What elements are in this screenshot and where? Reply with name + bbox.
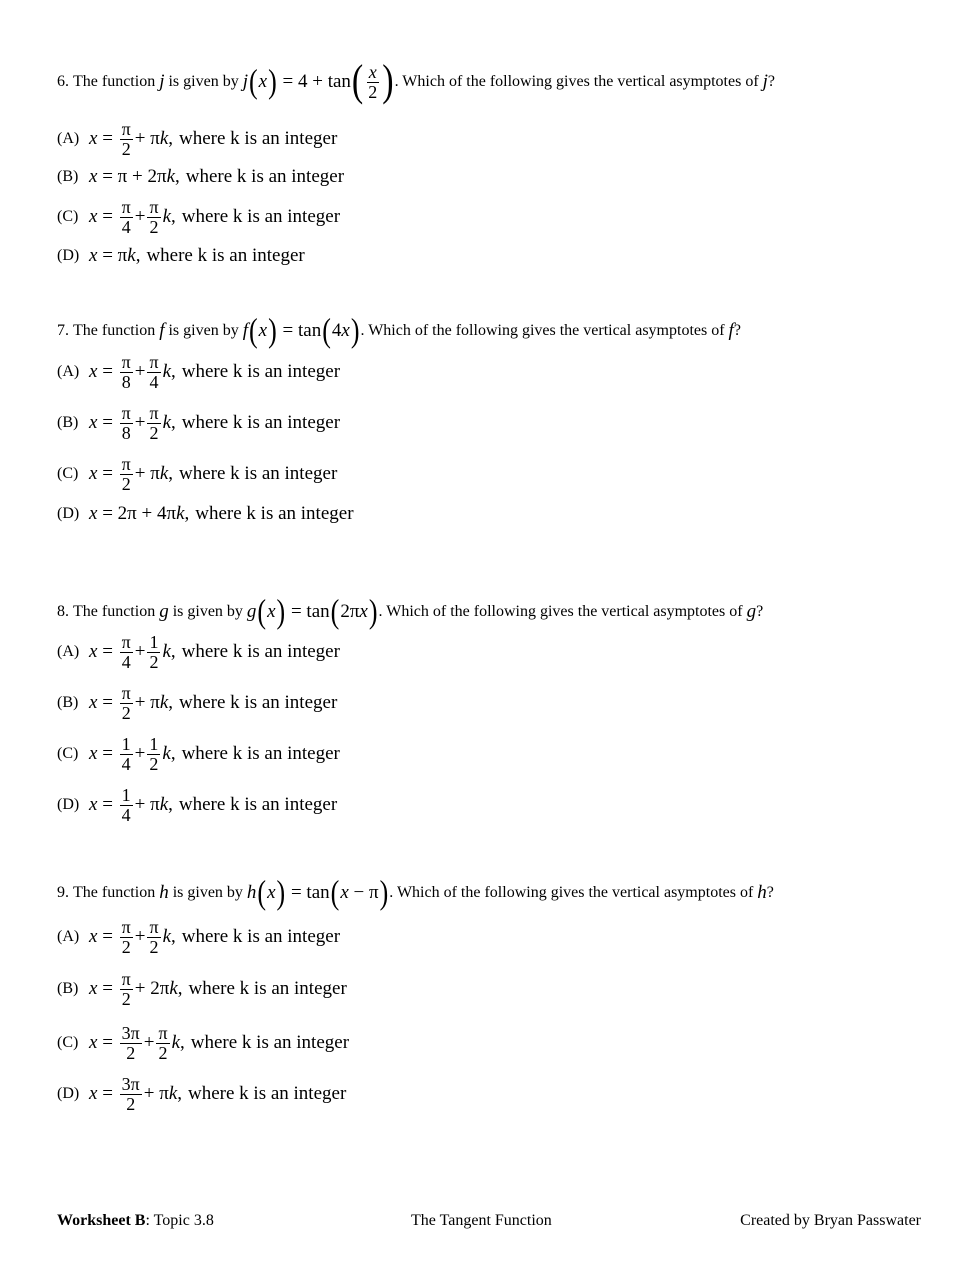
footer-left [57, 1212, 214, 1230]
stem-mid: is given by [172, 603, 243, 620]
function-definition: h ( x ) = tan ( x − π ) [246, 873, 389, 912]
option-label: (A) [57, 363, 80, 381]
option-tail: where k is an integer [181, 412, 341, 434]
option-b[interactable] [57, 970, 347, 1009]
option-label: (B) [57, 168, 79, 185]
option-tail: where k is an integer [146, 245, 305, 266]
option-expression: x = $\frac{\pi}{8}$ + $\frac{\pi}{4}$ k , [89, 352, 176, 392]
option-tail: where k is an integer [188, 1083, 347, 1105]
option-c[interactable] [57, 455, 337, 494]
option-tail: where k is an integer [181, 206, 341, 228]
option-a[interactable] [57, 353, 340, 392]
option-tail: where k is an integer [181, 743, 340, 765]
option-a[interactable] [57, 918, 340, 957]
stem-pre: The function [73, 73, 156, 90]
option-label: (D) [57, 505, 80, 522]
option-c[interactable] [57, 735, 340, 774]
question-number: 7. [57, 322, 69, 339]
option-label: (B) [57, 980, 79, 998]
option-expression: x = $\frac{\pi}{2}$ + π k , [89, 683, 173, 723]
option-expression: x = π k , [89, 245, 141, 266]
stem-post: . Which of the following gives the vertical asymptotes of [389, 884, 754, 901]
function-name: j [159, 71, 165, 92]
option-a[interactable] [57, 120, 337, 159]
option-expression: x = $\frac{1}{4}$ + π k , [89, 785, 173, 825]
option-tail: where k is an integer [179, 463, 338, 485]
option-tail: where k is an integer [188, 978, 347, 1000]
option-expression: x = $\frac{\pi}{4}$ + $\frac{1}{2}$ k , [89, 632, 176, 672]
option-c[interactable] [57, 198, 340, 237]
footer-worksheet: Worksheet B [57, 1212, 146, 1229]
stem-mid: is given by [172, 884, 243, 901]
option-d[interactable] [57, 1075, 346, 1114]
question-number: 6. [57, 73, 69, 90]
stem-question-mark: ? [756, 603, 764, 620]
option-expression: x = $\frac{\pi}{2}$ + 2π k , [89, 969, 183, 1009]
stem-pre: The function [73, 884, 156, 901]
option-label: (A) [57, 643, 80, 661]
stem-question-mark: ? [767, 73, 776, 90]
stem-post: . Which of the following gives the vertical asymptotes of [360, 322, 725, 339]
option-c[interactable] [57, 1024, 349, 1063]
option-label: (D) [57, 1085, 80, 1103]
option-label: (B) [57, 694, 79, 712]
option-label: (B) [57, 414, 79, 432]
option-tail: where k is an integer [185, 166, 345, 187]
stem-pre: The function [73, 603, 156, 620]
option-expression: x = π + 2π k , [89, 166, 180, 187]
stem-post: . Which of the following gives the vertical asymptotes of [378, 603, 743, 620]
function-name: f [159, 320, 165, 341]
option-d[interactable] [57, 245, 305, 267]
option-tail: where k is an integer [178, 794, 338, 816]
option-label: (A) [57, 130, 80, 148]
stem-question-mark: ? [733, 322, 741, 339]
option-a[interactable] [57, 633, 340, 672]
function-name-end: j [762, 71, 768, 92]
option-d[interactable] [57, 786, 337, 825]
function-name-end: g [746, 601, 757, 622]
option-b[interactable] [57, 404, 340, 443]
option-tail: where k is an integer [195, 503, 354, 524]
stem-post: . Which of the following gives the vertical asymptotes of [394, 73, 759, 90]
option-tail: where k is an integer [179, 692, 338, 714]
option-label: (C) [57, 465, 79, 483]
option-label: (C) [57, 745, 79, 763]
option-expression: x = $\frac{1}{4}$ + $\frac{1}{2}$ k , [89, 734, 176, 774]
question-number: 8. [57, 603, 69, 620]
option-expression: x = $\frac{\pi}{4}$ + $\frac{\pi}{2}$ k , [89, 197, 176, 237]
function-name: h [159, 882, 169, 903]
footer-topic: : Topic 3.8 [145, 1212, 214, 1229]
question-stem [57, 57, 959, 106]
footer-title: The Tangent Function [411, 1212, 552, 1229]
question-7 [57, 311, 959, 351]
option-label: (D) [57, 247, 80, 264]
option-expression: x = $\frac{\pi}{2}$ + $\frac{\pi}{2}$ k , [89, 917, 176, 957]
stem-mid: is given by [168, 322, 239, 339]
stem-question-mark: ? [766, 884, 774, 901]
option-label: (C) [57, 208, 79, 226]
option-d[interactable] [57, 503, 354, 525]
footer-credit: Created by Bryan Passwater [740, 1212, 921, 1229]
option-b[interactable] [57, 684, 337, 723]
question-stem [57, 592, 959, 632]
stem-mid: is given by [168, 73, 239, 90]
function-name-end: f [728, 320, 734, 341]
question-9 [57, 873, 959, 913]
option-tail: where k is an integer [190, 1032, 350, 1054]
option-tail: where k is an integer [181, 361, 341, 383]
option-tail: where k is an integer [181, 641, 340, 663]
question-8 [57, 592, 959, 632]
option-label: (C) [57, 1034, 79, 1052]
question-stem [57, 311, 959, 351]
question-number: 9. [57, 884, 69, 901]
option-expression: x = $\frac{\pi}{2}$ + π k , [89, 119, 173, 159]
option-expression: x = $\frac{\pi}{2}$ + π k , [89, 454, 173, 494]
function-name: g [159, 601, 169, 622]
option-expression: x = $\frac{3\pi}{2}$ + $\frac{\pi}{2}$ k , [89, 1023, 185, 1063]
question-6 [57, 57, 959, 106]
function-definition: j ( x ) = 4 + tan ( $\frac{x}{2}$ ) [242, 57, 394, 106]
stem-pre: The function [73, 322, 156, 339]
function-definition: g ( x ) = tan ( 2π x ) [246, 592, 378, 631]
option-expression: x = 2π + 4π k , [89, 503, 190, 524]
option-tail: where k is an integer [181, 926, 341, 948]
option-label: (D) [57, 796, 80, 814]
function-definition: f ( x ) = tan ( 4 x ) [242, 311, 360, 350]
option-label: (A) [57, 928, 80, 946]
option-expression: x = $\frac{3\pi}{2}$ + π k , [89, 1074, 182, 1114]
option-expression: x = $\frac{\pi}{8}$ + $\frac{\pi}{2}$ k , [89, 403, 176, 443]
option-tail: where k is an integer [179, 128, 338, 150]
question-stem [57, 873, 959, 913]
function-name-end: h [757, 882, 767, 903]
option-b[interactable] [57, 166, 344, 188]
